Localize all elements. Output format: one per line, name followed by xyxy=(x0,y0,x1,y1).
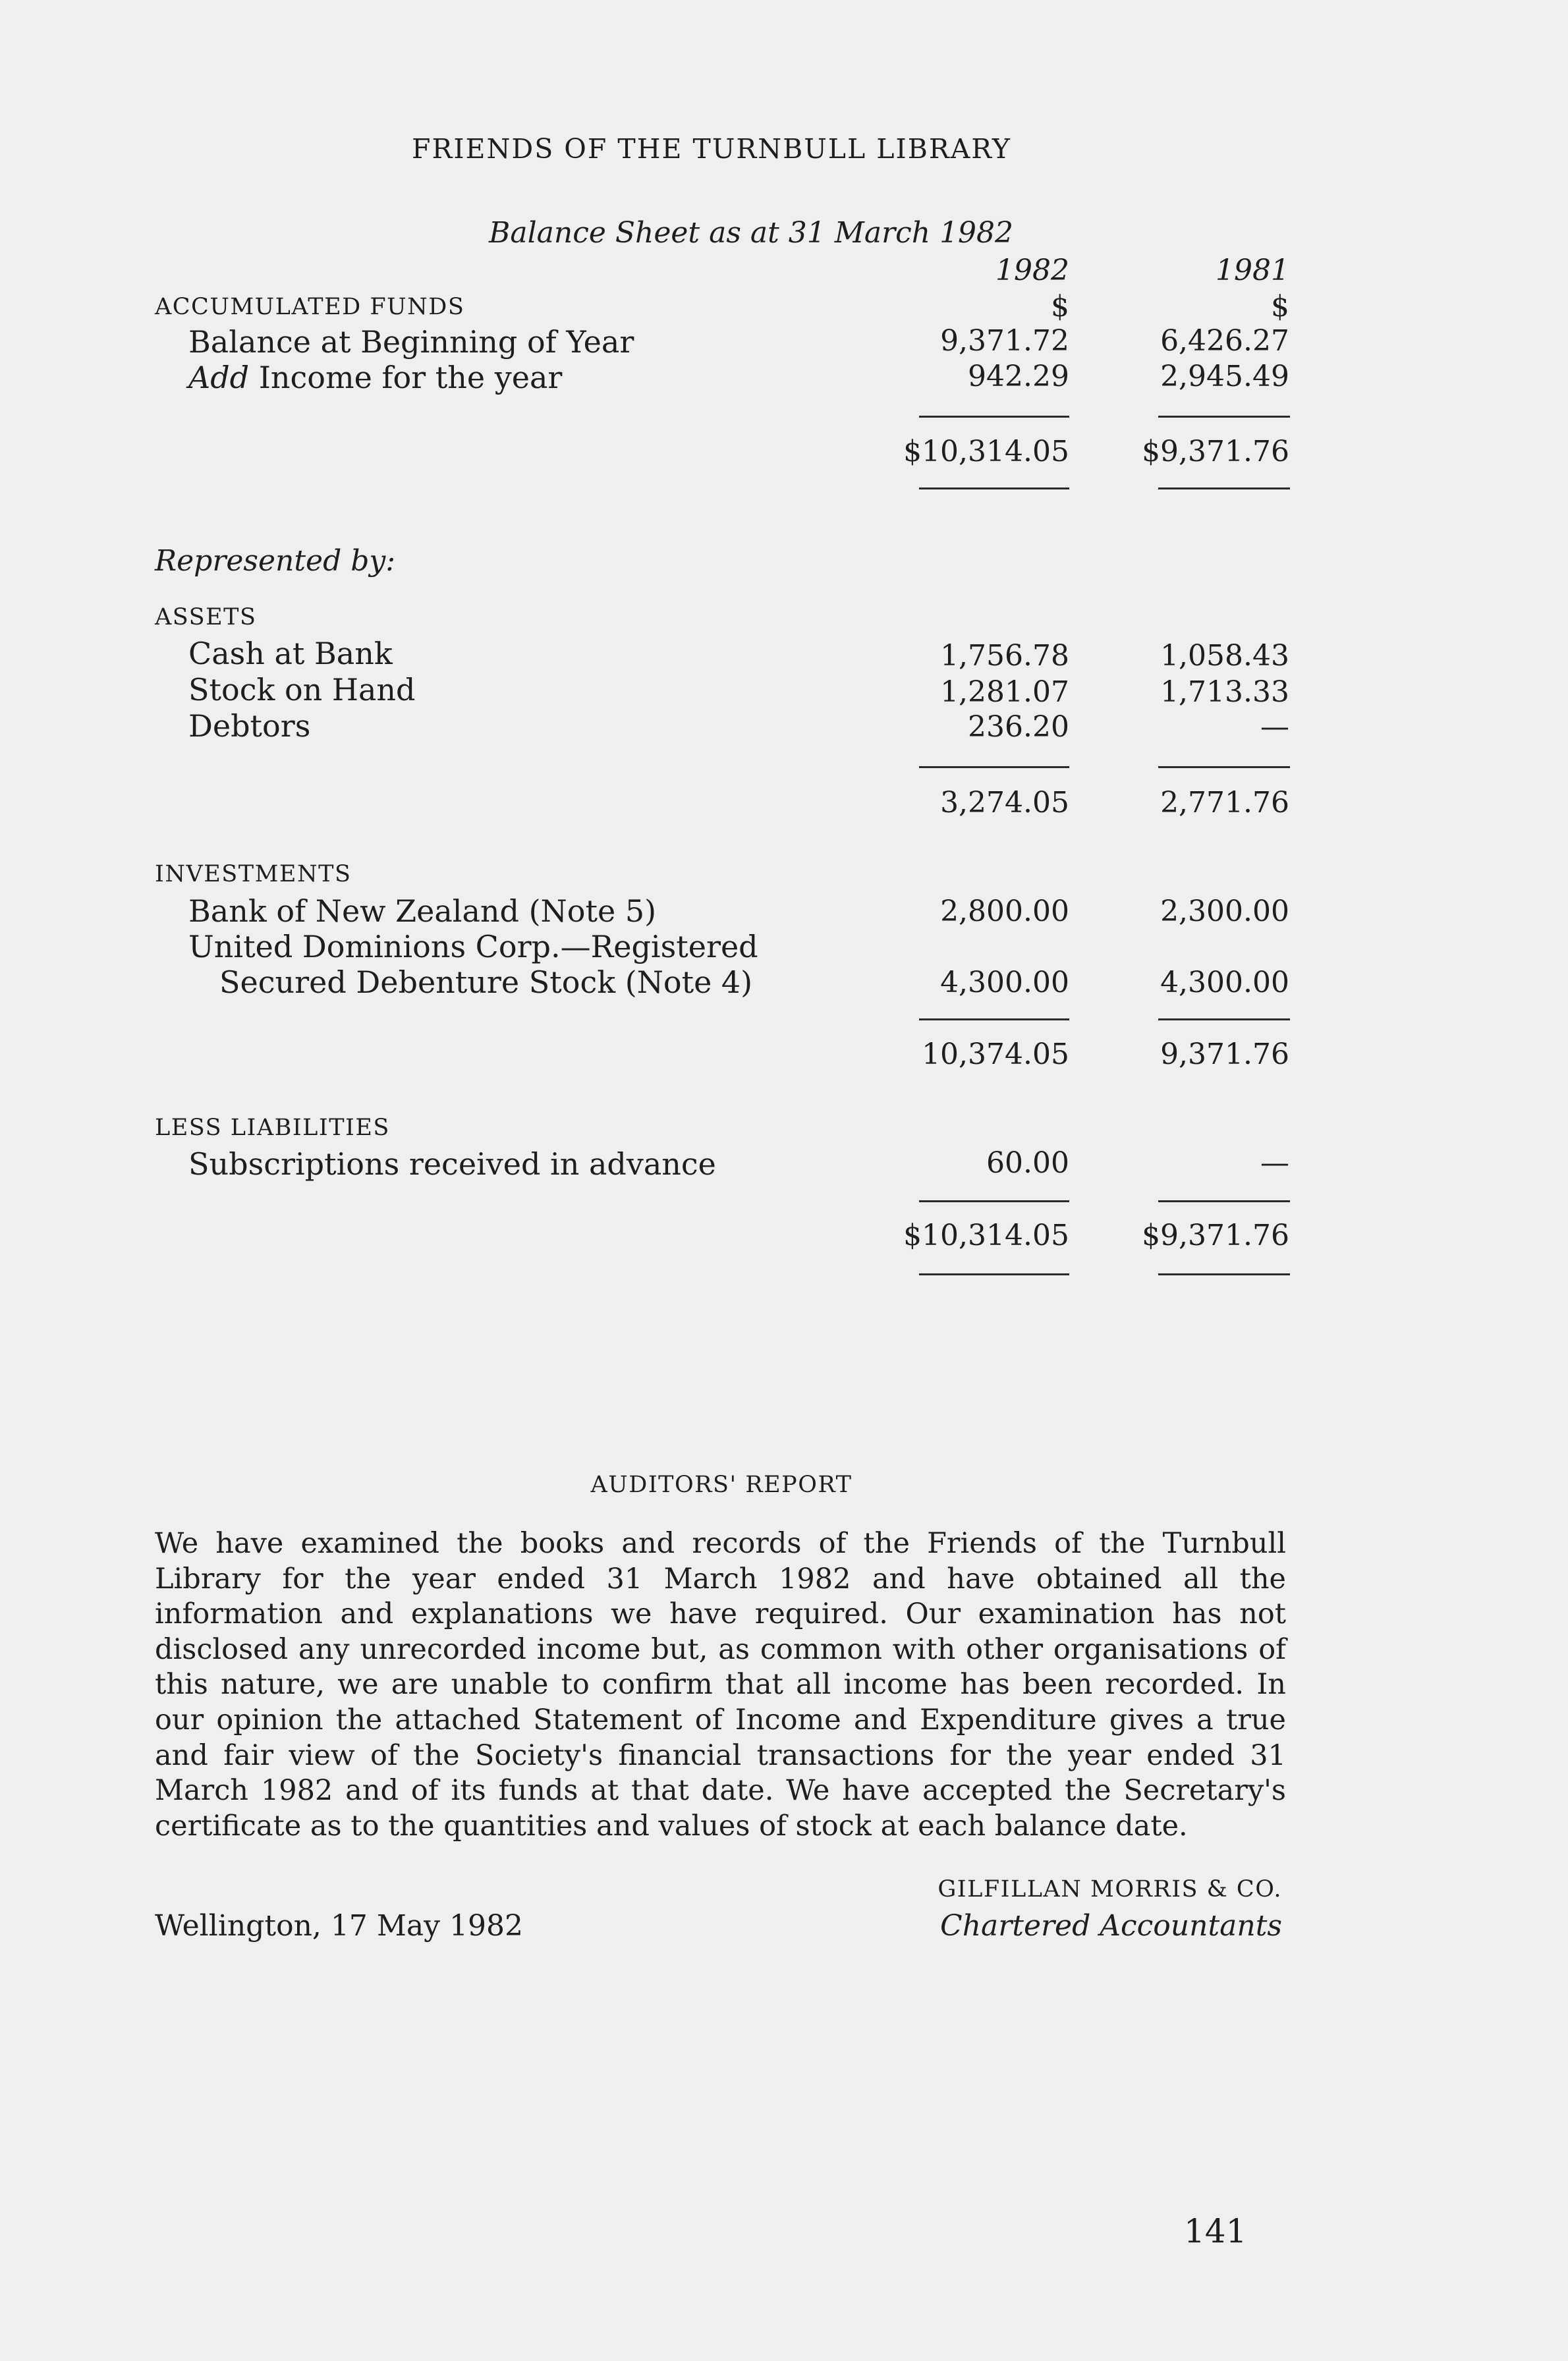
rule xyxy=(1158,766,1290,768)
cash-1982: 1,756.78 xyxy=(940,639,1069,673)
debtors-label: Debtors xyxy=(188,708,311,744)
income-1981: 2,945.49 xyxy=(1160,360,1289,393)
auditor-firm-role: Chartered Accountants xyxy=(940,1909,1282,1943)
rule xyxy=(919,487,1069,489)
accumulated-total-1981: $9,371.76 xyxy=(1142,435,1289,468)
investments-total-1981: 9,371.76 xyxy=(1160,1038,1289,1071)
liabilities-heading: LESS LIABILITIES xyxy=(155,1115,390,1141)
udc-label-line1: United Dominions Corp.—Registered xyxy=(188,929,758,964)
rule xyxy=(919,1200,1069,1202)
column-year-current: 1982 xyxy=(995,254,1069,287)
place-and-date: Wellington, 17 May 1982 xyxy=(155,1909,523,1943)
debtors-1982: 236.20 xyxy=(968,710,1069,744)
stock-on-hand-label: Stock on Hand xyxy=(188,672,416,708)
rule xyxy=(919,766,1069,768)
rule xyxy=(919,416,1069,418)
udc-label-line2: Secured Debenture Stock (Note 4) xyxy=(219,964,753,1000)
column-unit-current: $ xyxy=(1051,290,1069,323)
bnz-1981: 2,300.00 xyxy=(1160,895,1289,928)
rule xyxy=(1158,416,1290,418)
income-1982: 942.29 xyxy=(968,360,1069,393)
accumulated-funds-heading: ACCUMULATED FUNDS xyxy=(155,294,465,320)
cash-at-bank-label: Cash at Bank xyxy=(188,636,393,671)
rule xyxy=(1158,1018,1290,1020)
document-title: FRIENDS OF THE TURNBULL LIBRARY xyxy=(412,133,1011,165)
column-unit-prior: $ xyxy=(1271,290,1289,323)
balance-beginning-label: Balance at Beginning of Year xyxy=(188,324,634,360)
column-year-prior: 1981 xyxy=(1216,254,1289,287)
income-label-text: Income for the year xyxy=(249,360,563,395)
balance-beginning-1982: 9,371.72 xyxy=(940,324,1069,358)
add-word: Add xyxy=(188,360,250,395)
investments-heading: INVESTMENTS xyxy=(155,861,352,887)
assets-total-1981: 2,771.76 xyxy=(1160,786,1289,819)
document-subtitle: Balance Sheet as at 31 March 1982 xyxy=(489,216,1014,250)
income-for-year-label xyxy=(188,360,562,395)
rule xyxy=(1158,1200,1290,1202)
net-total-1982: $10,314.05 xyxy=(903,1219,1069,1252)
rule xyxy=(919,1273,1069,1275)
subscriptions-1982: 60.00 xyxy=(986,1146,1069,1180)
auditor-firm-name: GILFILLAN MORRIS & CO. xyxy=(938,1876,1282,1903)
balance-beginning-1981: 6,426.27 xyxy=(1160,324,1289,358)
rule xyxy=(919,1018,1069,1020)
stock-1982: 1,281.07 xyxy=(940,675,1069,709)
assets-heading: ASSETS xyxy=(155,604,257,630)
auditors-report-body: We have examined the books and records of the Friends of the Turnbull Library for the year ended 31 March 1982 and have obtained all the information and explanations we have required. Our examination has not disclosed any unrecorded income but, as common with other organisations of this nature, we are unable to confirm that all income has been recorded. In our opinion the attached Statement of Income and Expenditure gives a true and fair view of the Society's financial transactions for the year ended 31 March 1982 and of its funds at that date. We have accepted the Secretary's certificate as to the quantities and values of stock at each balance date. xyxy=(155,1527,1286,1843)
subscriptions-1981: — xyxy=(1260,1146,1289,1180)
rule xyxy=(1158,487,1290,489)
bnz-1982: 2,800.00 xyxy=(940,895,1069,928)
represented-by-label: Represented by: xyxy=(155,544,396,578)
rule xyxy=(1158,1273,1290,1275)
bnz-label: Bank of New Zealand (Note 5) xyxy=(188,893,657,929)
investments-total-1982: 10,374.05 xyxy=(922,1038,1069,1071)
udc-1982: 4,300.00 xyxy=(940,966,1069,999)
cash-1981: 1,058.43 xyxy=(1160,639,1289,673)
stock-1981: 1,713.33 xyxy=(1160,675,1289,709)
subscriptions-label: Subscriptions received in advance xyxy=(188,1146,716,1182)
net-total-1981: $9,371.76 xyxy=(1142,1219,1289,1252)
udc-1981: 4,300.00 xyxy=(1160,966,1289,999)
page-number: 141 xyxy=(1184,2212,1247,2250)
assets-total-1982: 3,274.05 xyxy=(940,786,1069,819)
debtors-1981: — xyxy=(1260,710,1289,744)
auditors-report-heading: AUDITORS' REPORT xyxy=(590,1472,853,1498)
accumulated-total-1982: $10,314.05 xyxy=(903,435,1069,468)
